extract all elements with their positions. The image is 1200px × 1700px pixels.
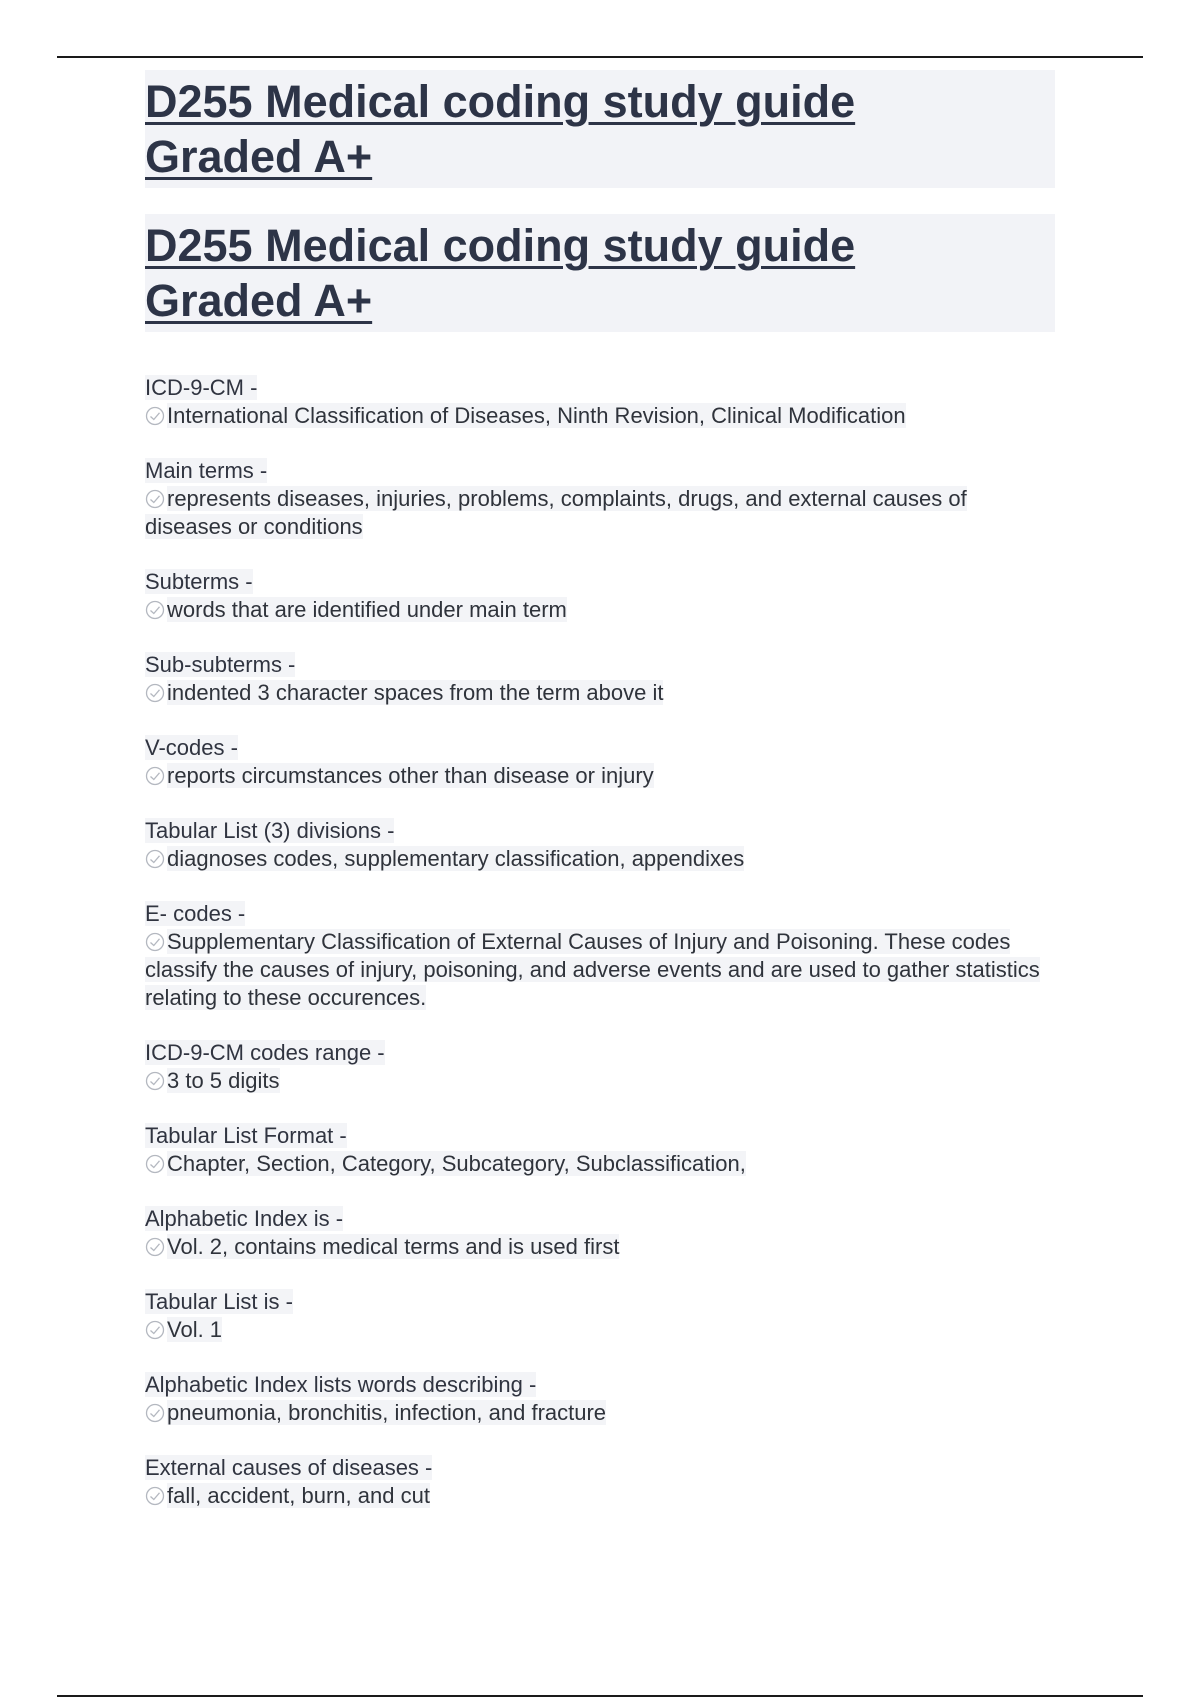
qa-term bbox=[145, 734, 1055, 762]
qa-definition-text: Vol. 1 bbox=[167, 1317, 223, 1342]
title-line-1: D255 Medical coding study guide bbox=[145, 76, 856, 127]
qa-term bbox=[145, 900, 1055, 928]
qa-item bbox=[145, 1039, 1055, 1095]
top-rule bbox=[57, 56, 1143, 58]
qa-definition-text: represents diseases, injuries, problems, complaints, drugs, and external causes of diseases or conditions bbox=[145, 486, 967, 539]
qa-item bbox=[145, 817, 1055, 873]
title-line-1: D255 Medical coding study guide bbox=[145, 220, 856, 271]
qa-definition bbox=[145, 402, 1055, 430]
qa-term bbox=[145, 817, 1055, 845]
qa-definition bbox=[145, 845, 1055, 873]
qa-item bbox=[145, 1205, 1055, 1261]
qa-definition bbox=[145, 1233, 1055, 1261]
qa-item bbox=[145, 900, 1055, 1012]
title-block bbox=[145, 70, 1055, 188]
title-block-repeat bbox=[145, 214, 1055, 332]
check-circle-icon bbox=[145, 1154, 165, 1174]
qa-definition bbox=[145, 596, 1055, 624]
qa-definition bbox=[145, 1150, 1055, 1178]
qa-item bbox=[145, 457, 1055, 541]
check-circle-icon bbox=[145, 1403, 165, 1423]
qa-definition-text: Chapter, Section, Category, Subcategory, Subclassification, bbox=[167, 1151, 746, 1176]
qa-term-text: Tabular List (3) divisions - bbox=[145, 818, 395, 843]
qa-term bbox=[145, 1288, 1055, 1316]
qa-definition bbox=[145, 1067, 1055, 1095]
qa-definition bbox=[145, 679, 1055, 707]
qa-term-text: Tabular List Format - bbox=[145, 1123, 347, 1148]
title-line-2: Graded A+ bbox=[145, 275, 373, 326]
check-circle-icon bbox=[145, 932, 165, 952]
qa-definition-text: pneumonia, bronchitis, infection, and fracture bbox=[167, 1400, 607, 1425]
qa-item bbox=[145, 651, 1055, 707]
qa-definition bbox=[145, 1316, 1055, 1344]
qa-term bbox=[145, 1371, 1055, 1399]
qa-definition-text: reports circumstances other than disease or injury bbox=[167, 763, 654, 788]
qa-definition bbox=[145, 1482, 1055, 1510]
check-circle-icon bbox=[145, 766, 165, 786]
check-circle-icon bbox=[145, 1320, 165, 1340]
qa-definition-text: 3 to 5 digits bbox=[167, 1068, 280, 1093]
title-line-2: Graded A+ bbox=[145, 131, 373, 182]
qa-definition-text: Vol. 2, contains medical terms and is used first bbox=[167, 1234, 620, 1259]
bottom-rule bbox=[57, 1695, 1143, 1697]
qa-term-text: Alphabetic Index lists words describing - bbox=[145, 1372, 537, 1397]
qa-list bbox=[145, 374, 1055, 1510]
qa-definition bbox=[145, 928, 1055, 1012]
qa-term-text: ICD-9-CM codes range - bbox=[145, 1040, 385, 1065]
qa-term bbox=[145, 457, 1055, 485]
qa-term-text: Sub-subterms - bbox=[145, 652, 296, 677]
qa-term bbox=[145, 1039, 1055, 1067]
qa-definition-text: fall, accident, burn, and cut bbox=[167, 1483, 430, 1508]
document-title bbox=[145, 74, 1055, 184]
qa-term-text: E- codes - bbox=[145, 901, 246, 926]
qa-definition-text: Supplementary Classification of External Causes of Injury and Poisoning. These codes classify the causes of injury, poisoning, and adverse events and are used to gather statistics relating to these occurences. bbox=[145, 929, 1040, 1010]
qa-term-text: Main terms - bbox=[145, 458, 268, 483]
qa-item bbox=[145, 734, 1055, 790]
qa-term-text: V-codes - bbox=[145, 735, 238, 760]
qa-term-text: Tabular List is - bbox=[145, 1289, 293, 1314]
qa-term bbox=[145, 1205, 1055, 1233]
qa-term-text: ICD-9-CM - bbox=[145, 375, 258, 400]
qa-item bbox=[145, 1454, 1055, 1510]
qa-term bbox=[145, 374, 1055, 402]
document-body bbox=[145, 70, 1055, 1537]
qa-term-text: Subterms - bbox=[145, 569, 253, 594]
check-circle-icon bbox=[145, 1071, 165, 1091]
check-circle-icon bbox=[145, 1237, 165, 1257]
check-circle-icon bbox=[145, 489, 165, 509]
check-circle-icon bbox=[145, 600, 165, 620]
qa-term bbox=[145, 651, 1055, 679]
check-circle-icon bbox=[145, 406, 165, 426]
qa-definition bbox=[145, 762, 1055, 790]
qa-definition-text: words that are identified under main term bbox=[167, 597, 567, 622]
qa-definition-text: International Classification of Diseases, Ninth Revision, Clinical Modification bbox=[167, 403, 906, 428]
qa-definition-text: indented 3 character spaces from the term above it bbox=[167, 680, 664, 705]
qa-item bbox=[145, 1371, 1055, 1427]
check-circle-icon bbox=[145, 1486, 165, 1506]
qa-definition bbox=[145, 485, 1055, 541]
qa-definition bbox=[145, 1399, 1055, 1427]
qa-item bbox=[145, 568, 1055, 624]
qa-item bbox=[145, 374, 1055, 430]
qa-term bbox=[145, 568, 1055, 596]
check-circle-icon bbox=[145, 849, 165, 869]
qa-term bbox=[145, 1122, 1055, 1150]
qa-term bbox=[145, 1454, 1055, 1482]
qa-term-text: Alphabetic Index is - bbox=[145, 1206, 344, 1231]
qa-definition-text: diagnoses codes, supplementary classification, appendixes bbox=[167, 846, 745, 871]
qa-term-text: External causes of diseases - bbox=[145, 1455, 433, 1480]
qa-item bbox=[145, 1122, 1055, 1178]
document-title-repeat bbox=[145, 218, 1055, 328]
check-circle-icon bbox=[145, 683, 165, 703]
qa-item bbox=[145, 1288, 1055, 1344]
